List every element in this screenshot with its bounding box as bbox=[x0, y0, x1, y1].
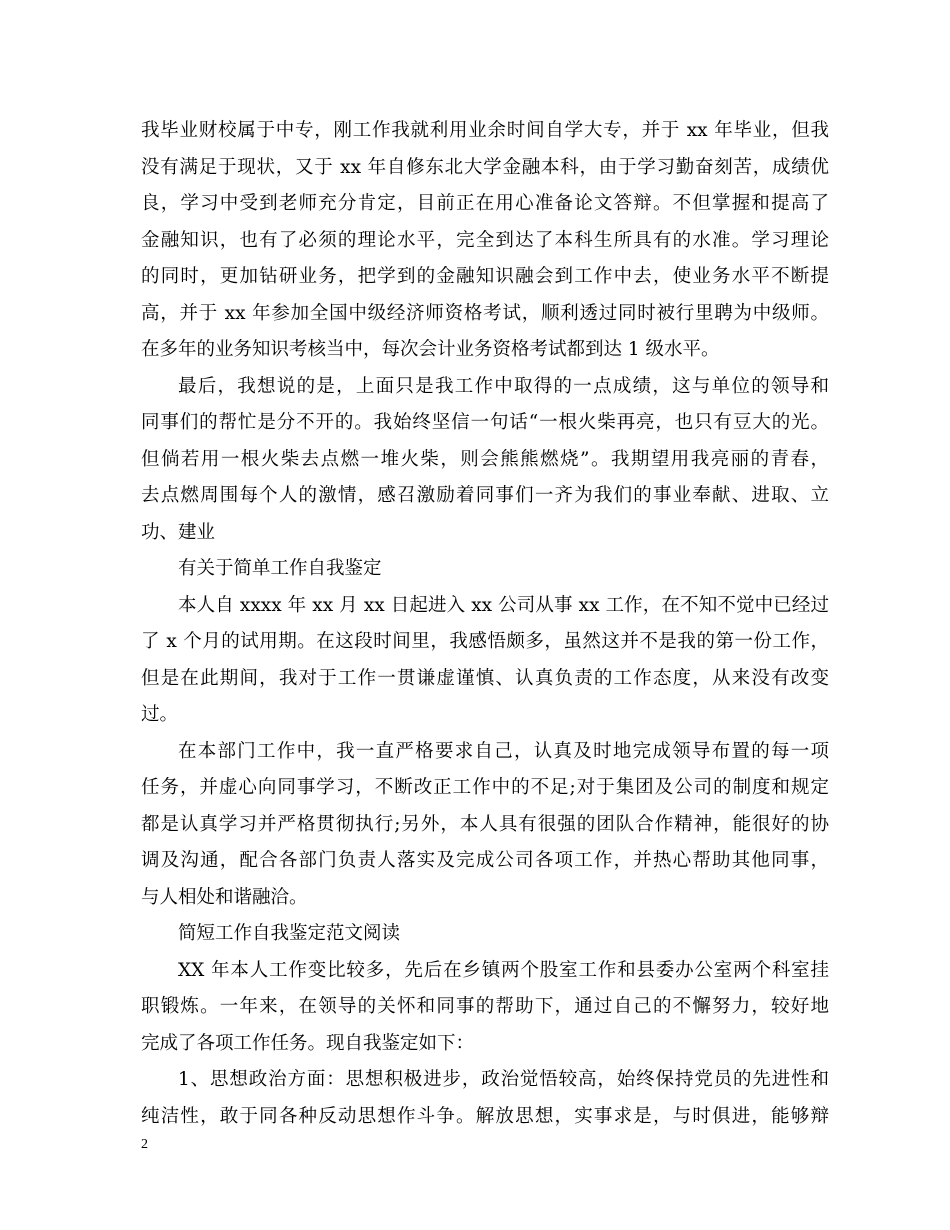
text-line: 1、思想政治方面：思想积极进步，政治觉悟较高，始终保持党员的先进性和 bbox=[178, 1069, 829, 1090]
section-heading: 简短工作自我鉴定范文阅读 bbox=[178, 923, 401, 944]
text-line: 高，并于 xx 年参加全国中级经济师资格考试，顺利透过同时被行里聘为中级师。 bbox=[141, 302, 829, 324]
text-line: 功、建业 bbox=[141, 521, 216, 543]
text-line: 良，学习中受到老师充分肯定，目前正在用心准备论文答辩。不但掌握和提高了 bbox=[141, 193, 829, 214]
text-line: 但是在此期间，我对于工作一贯谦虚谨慎、认真负责的工作态度，从来没有改变 bbox=[141, 667, 829, 689]
text-line: 同事们的帮忙是分不开的。我始终坚信一句话“一根火柴再亮，也只有豆大的光。 bbox=[141, 412, 829, 433]
text-line: 没有满足于现状，又于 xx 年自修东北大学金融本科，由于学习勤奋刻苦，成绩优 bbox=[141, 156, 829, 178]
text-line: 过。 bbox=[141, 704, 179, 725]
text-line: XX 年本人工作变比较多，先后在乡镇两个股室工作和县委办公室两个科室挂 bbox=[178, 959, 829, 981]
section-heading: 有关于简单工作自我鉴定 bbox=[178, 558, 382, 579]
text-line: 职锻炼。一年来，在领导的关怀和同事的帮助下，通过自己的不懈努力，较好地 bbox=[141, 996, 829, 1017]
text-line: 调及沟通，配合各部门负责人落实及完成公司各项工作，并热心帮助其他同事， bbox=[141, 850, 829, 871]
text-line: 但倘若用一根火柴去点燃一堆火柴，则会熊熊燃烧”。我期望用我亮丽的青春， bbox=[141, 448, 829, 470]
text-line: 了 x 个月的试用期。在这段时间里，我感悟颇多，虽然这并不是我的第一份工作， bbox=[141, 631, 829, 652]
text-line: 纯洁性，敢于同各种反动思想作斗争。解放思想，实事求是，与时俱进，能够辩 bbox=[141, 1105, 829, 1127]
text-line: 完成了各项工作任务。现自我鉴定如下： bbox=[141, 1032, 475, 1054]
text-line: 金融知识，也有了必须的理论水平，完全到达了本科生所具有的水准。学习理论 bbox=[141, 229, 829, 251]
text-line: 在本部门工作中，我一直严格要求自己，认真及时地完成领导布置的每一项 bbox=[178, 740, 829, 762]
text-line: 我毕业财校属于中专，刚工作我就利用业余时间自学大专，并于 xx 年毕业，但我 bbox=[141, 120, 829, 141]
text-line: 任务，并虚心向同事学习，不断改正工作中的不足;对于集团及公司的制度和规定 bbox=[141, 777, 829, 798]
page-number: 2 bbox=[141, 1137, 148, 1152]
text-line: 本人自 xxxx 年 xx 月 xx 日起进入 xx 公司从事 xx 工作，在不知不觉中已经过 bbox=[178, 594, 829, 616]
text-line: 的同时，更加钻研业务，把学到的金融知识融会到工作中去，使业务水平不断提 bbox=[141, 266, 829, 287]
text-line: 去点燃周围每个人的激情，感召激励着同事们一齐为我们的事业奉献、进取、立 bbox=[141, 485, 829, 506]
text-line: 在多年的业务知识考核当中，每次会计业务资格考试都到达 1 级水平。 bbox=[141, 339, 720, 360]
text-line: 都是认真学习并严格贯彻执行;另外，本人具有很强的团队合作精神，能很好的协 bbox=[141, 813, 829, 835]
text-line: 与人相处和谐融洽。 bbox=[141, 886, 308, 908]
text-line: 最后，我想说的是，上面只是我工作中取得的一点成绩，这与单位的领导和 bbox=[178, 375, 829, 397]
body-text bbox=[141, 113, 829, 1135]
